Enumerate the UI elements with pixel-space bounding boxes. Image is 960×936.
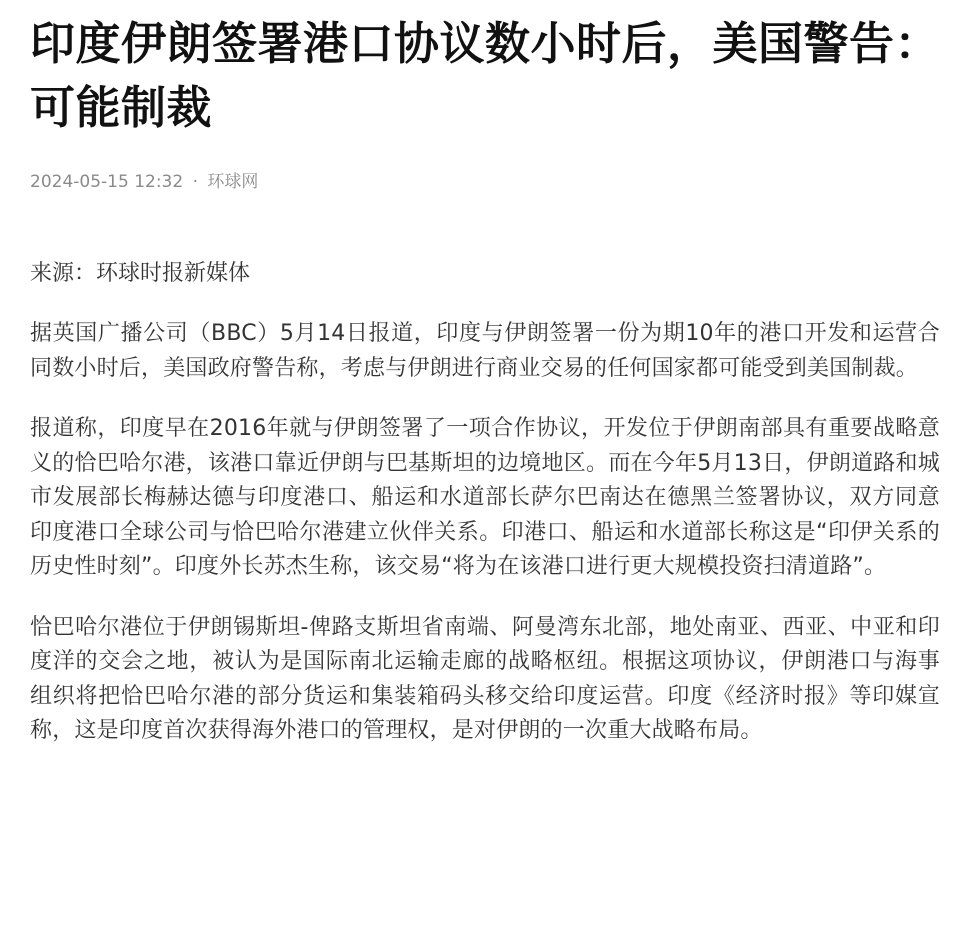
article-paragraph-1: 据英国广播公司（BBC）5月14日报道，印度与伊朗签署一份为期10年的港口开发和运营合同数小时后，美国政府警告称，考虑与伊朗进行商业交易的任何国家都可能受到美国制裁。 xyxy=(30,321,940,381)
article-title: 印度伊朗签署港口协议数小时后，美国警告：可能制裁 xyxy=(30,17,941,134)
article xyxy=(30,0,940,771)
article-source: 来源：环球时报新媒体 xyxy=(30,261,251,286)
bottom-fade-overlay xyxy=(0,888,960,936)
article-paragraph-2: 报道称，印度早在2016年就与伊朗签署了一项合作协议，开发位于伊朗南部具有重要战略意义的恰巴哈尔港，该港口靠近伊朗与巴基斯坦的边境地区。而在今年5月13日，伊朗道路和城市发展部长梅赫达德与印度港口、船运和水道部长萨尔巴南达在德黑兰签署协议，双方同意印度港口全球公司与恰巴哈尔港建立伙伴关系。印港口、船运和水道部长称这是“印伊关系的历史性时刻”。印度外长苏杰生称，该交易“将为在该港口进行更大规模投资扫清道路”。 xyxy=(30,416,940,579)
publisher-name[interactable]: 环球网 xyxy=(207,172,259,192)
article-paragraph-3: 恰巴哈尔港位于伊朗锡斯坦-俾路支斯坦省南端、阿曼湾东北部，地处南亚、西亚、中亚和印度洋的交会之地，被认为是国际南北运输走廊的战略枢纽。根据这项协议，伊朗港口与海事组织将把恰巴哈尔港的部分货运和集装箱码头移交给印度运营。印度《经济时报》等印媒宣称，这是印度首次获得海外港口的管理权，是对伊朗的一次重大战略布局。 xyxy=(30,614,940,743)
meta-separator: · xyxy=(192,172,199,192)
article-meta xyxy=(30,170,940,194)
publish-datetime: 2024-05-15 12:32 xyxy=(30,172,184,192)
